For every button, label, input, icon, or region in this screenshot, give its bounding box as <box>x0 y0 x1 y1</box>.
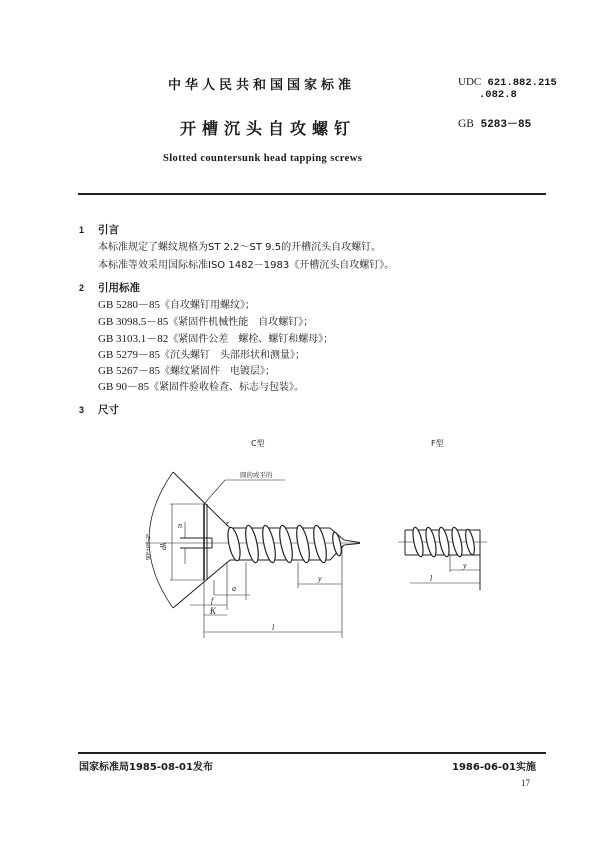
reference-title: 《紧固件公差 螺栓、螺钉和螺母》； <box>168 334 334 345</box>
standard-category: 中华人民共和国国家标准 <box>168 78 356 93</box>
dim-y-label: y <box>318 574 322 583</box>
document-title-english: Slotted countersunk head tapping screws <box>163 153 363 164</box>
dim-l-label-f: l <box>430 574 433 583</box>
gb-number: 5283－85 <box>480 119 532 131</box>
dim-n-label: n <box>178 521 182 530</box>
udc-label: UDC <box>458 76 482 88</box>
intro-paragraph-2: 本标准等效采用国际标准ISO 1482－1983《开槽沉头自攻螺钉》。 <box>98 260 395 271</box>
gb-standard-number <box>458 115 531 131</box>
dim-f-label: f <box>211 596 214 605</box>
reference-code: GB 90－85 <box>98 381 150 393</box>
reference-title: 《螺纹紧固件 电镀层》； <box>160 366 276 377</box>
dim-l-label: l <box>272 623 275 632</box>
section-3-heading <box>79 398 119 417</box>
type-c-label: C型 <box>251 439 265 448</box>
type-f-label: F型 <box>431 439 444 448</box>
reference-item <box>98 313 313 329</box>
section-number: 2 <box>79 283 85 293</box>
dim-r-label: r <box>226 519 230 528</box>
round-or-flat-annotation: 圆的或平的 <box>240 471 273 479</box>
section-title: 尺寸 <box>98 404 120 416</box>
reference-item <box>98 296 255 312</box>
document-title-chinese: 开槽沉头自攻螺钉 <box>180 119 357 138</box>
reference-code: GB 5267－85 <box>98 365 161 377</box>
reference-code: GB 5279－85 <box>98 349 161 361</box>
reference-item <box>98 362 275 378</box>
footer-divider <box>78 752 546 754</box>
dim-dk-label: dk <box>159 542 168 550</box>
angle-label: 90°+0°/-2° <box>146 533 152 560</box>
gb-label: GB <box>458 118 474 130</box>
effective-date: 1986-06-01实施 <box>452 762 536 773</box>
dim-a-label: a <box>232 584 236 593</box>
intro-paragraph-1: 本标准规定了螺纹规格为ST 2.2～ST 9.5的开槽沉头自攻螺钉。 <box>98 242 382 253</box>
reference-title: 《沉头螺钉 头部形状和测量》； <box>160 350 306 361</box>
type-c-screw-drawing <box>130 460 360 640</box>
section-number: 1 <box>79 225 85 235</box>
section-1-heading <box>79 218 119 237</box>
udc-code <box>458 76 557 101</box>
section-2-heading <box>79 276 140 295</box>
dim-y-label-f: y <box>463 561 467 570</box>
reference-code: GB 3098.5－85 <box>98 316 169 328</box>
reference-item <box>98 378 304 394</box>
reference-code: GB 5280－85 <box>98 299 161 311</box>
reference-title: 《紧固件验收检查、标志与包装》。 <box>149 382 305 393</box>
section-title: 引用标准 <box>98 282 141 294</box>
reference-title: 《自攻螺钉用螺纹》； <box>160 300 256 311</box>
issued-date: 国家标准局1985-08-01发布 <box>79 762 213 773</box>
reference-item <box>98 346 305 362</box>
section-number: 3 <box>79 405 85 415</box>
section-title: 引言 <box>98 224 120 236</box>
reference-item <box>98 330 333 346</box>
udc-line1: 621.882.215 <box>487 77 557 89</box>
type-f-screw-drawing <box>395 515 495 595</box>
reference-title: 《紧固件机械性能 自攻螺钉》； <box>168 317 314 328</box>
udc-line2: .082.8 <box>479 89 517 101</box>
header-divider <box>78 193 546 195</box>
dim-k-label: K <box>210 606 217 616</box>
reference-code: GB 3103.1－82 <box>98 333 169 345</box>
page-number: 17 <box>521 778 530 788</box>
